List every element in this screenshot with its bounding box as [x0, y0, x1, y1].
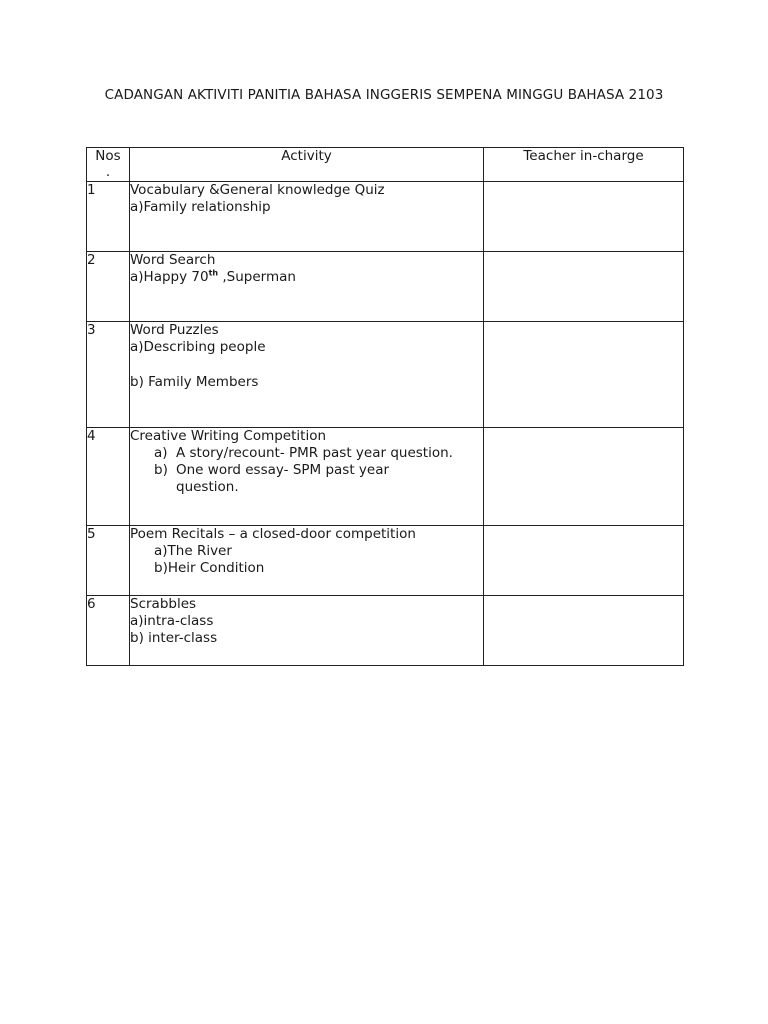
activity-item: a)intra-class — [130, 613, 214, 629]
teacher-cell[interactable] — [484, 322, 684, 428]
row-number: 5 — [87, 526, 130, 596]
table-row — [87, 252, 684, 322]
activity-item — [130, 269, 483, 286]
activity-cell — [130, 182, 484, 252]
list-item — [130, 462, 483, 496]
row-number: 3 — [87, 322, 130, 428]
teacher-cell[interactable] — [484, 182, 684, 252]
list-item-text: One word essay- SPM past year question. — [176, 462, 390, 495]
header-number-line1: Nos — [95, 148, 121, 164]
teacher-cell[interactable] — [484, 252, 684, 322]
activity-title: Poem Recitals – a closed-door competition — [130, 526, 416, 542]
table-row — [87, 322, 684, 428]
header-number — [87, 148, 130, 182]
activity-cell — [130, 526, 484, 596]
table-row — [87, 182, 684, 252]
table-row — [87, 526, 684, 596]
row-number: 4 — [87, 428, 130, 526]
row-number: 1 — [87, 182, 130, 252]
activity-title: Vocabulary &General knowledge Quiz — [130, 182, 385, 198]
activity-item: a)Family relationship — [130, 199, 271, 215]
header-number-line2: . — [105, 164, 111, 180]
table-row — [87, 596, 684, 666]
activity-title: Scrabbles — [130, 596, 197, 612]
list-item — [130, 445, 483, 462]
activity-item-suffix: ,Superman — [218, 269, 296, 285]
activity-cell — [130, 596, 484, 666]
list-item-label: a) — [154, 445, 168, 461]
header-activity: Activity — [130, 148, 484, 182]
row-number: 6 — [87, 596, 130, 666]
header-teacher: Teacher in-charge — [484, 148, 684, 182]
activity-item-prefix: a)Happy 70 — [130, 269, 209, 285]
activity-item: b) Family Members — [130, 374, 259, 390]
activity-item: b) inter-class — [130, 630, 218, 646]
teacher-cell[interactable] — [484, 526, 684, 596]
list-item-label: b) — [154, 462, 168, 478]
activity-item: a)Describing people — [130, 339, 266, 355]
activity-item: a)The River — [154, 543, 232, 559]
activity-title: Word Search — [130, 252, 216, 268]
activity-cell — [130, 252, 484, 322]
table-header-row — [87, 148, 684, 182]
list-item-text: A story/recount- PMR past year question. — [176, 445, 453, 461]
teacher-cell[interactable] — [484, 596, 684, 666]
row-number: 2 — [87, 252, 130, 322]
teacher-cell[interactable] — [484, 428, 684, 526]
activity-table — [86, 147, 684, 666]
activity-title: Creative Writing Competition — [130, 428, 327, 444]
activity-cell — [130, 322, 484, 428]
document-title: CADANGAN AKTIVITI PANITIA BAHASA INGGERIS SEMPENA MINGGU BAHASA 2103 — [104, 87, 664, 103]
superscript-ordinal: th — [208, 268, 219, 278]
activity-cell — [130, 428, 484, 526]
table-row — [87, 428, 684, 526]
activity-title: Word Puzzles — [130, 322, 219, 338]
activity-item: b)Heir Condition — [154, 560, 265, 576]
